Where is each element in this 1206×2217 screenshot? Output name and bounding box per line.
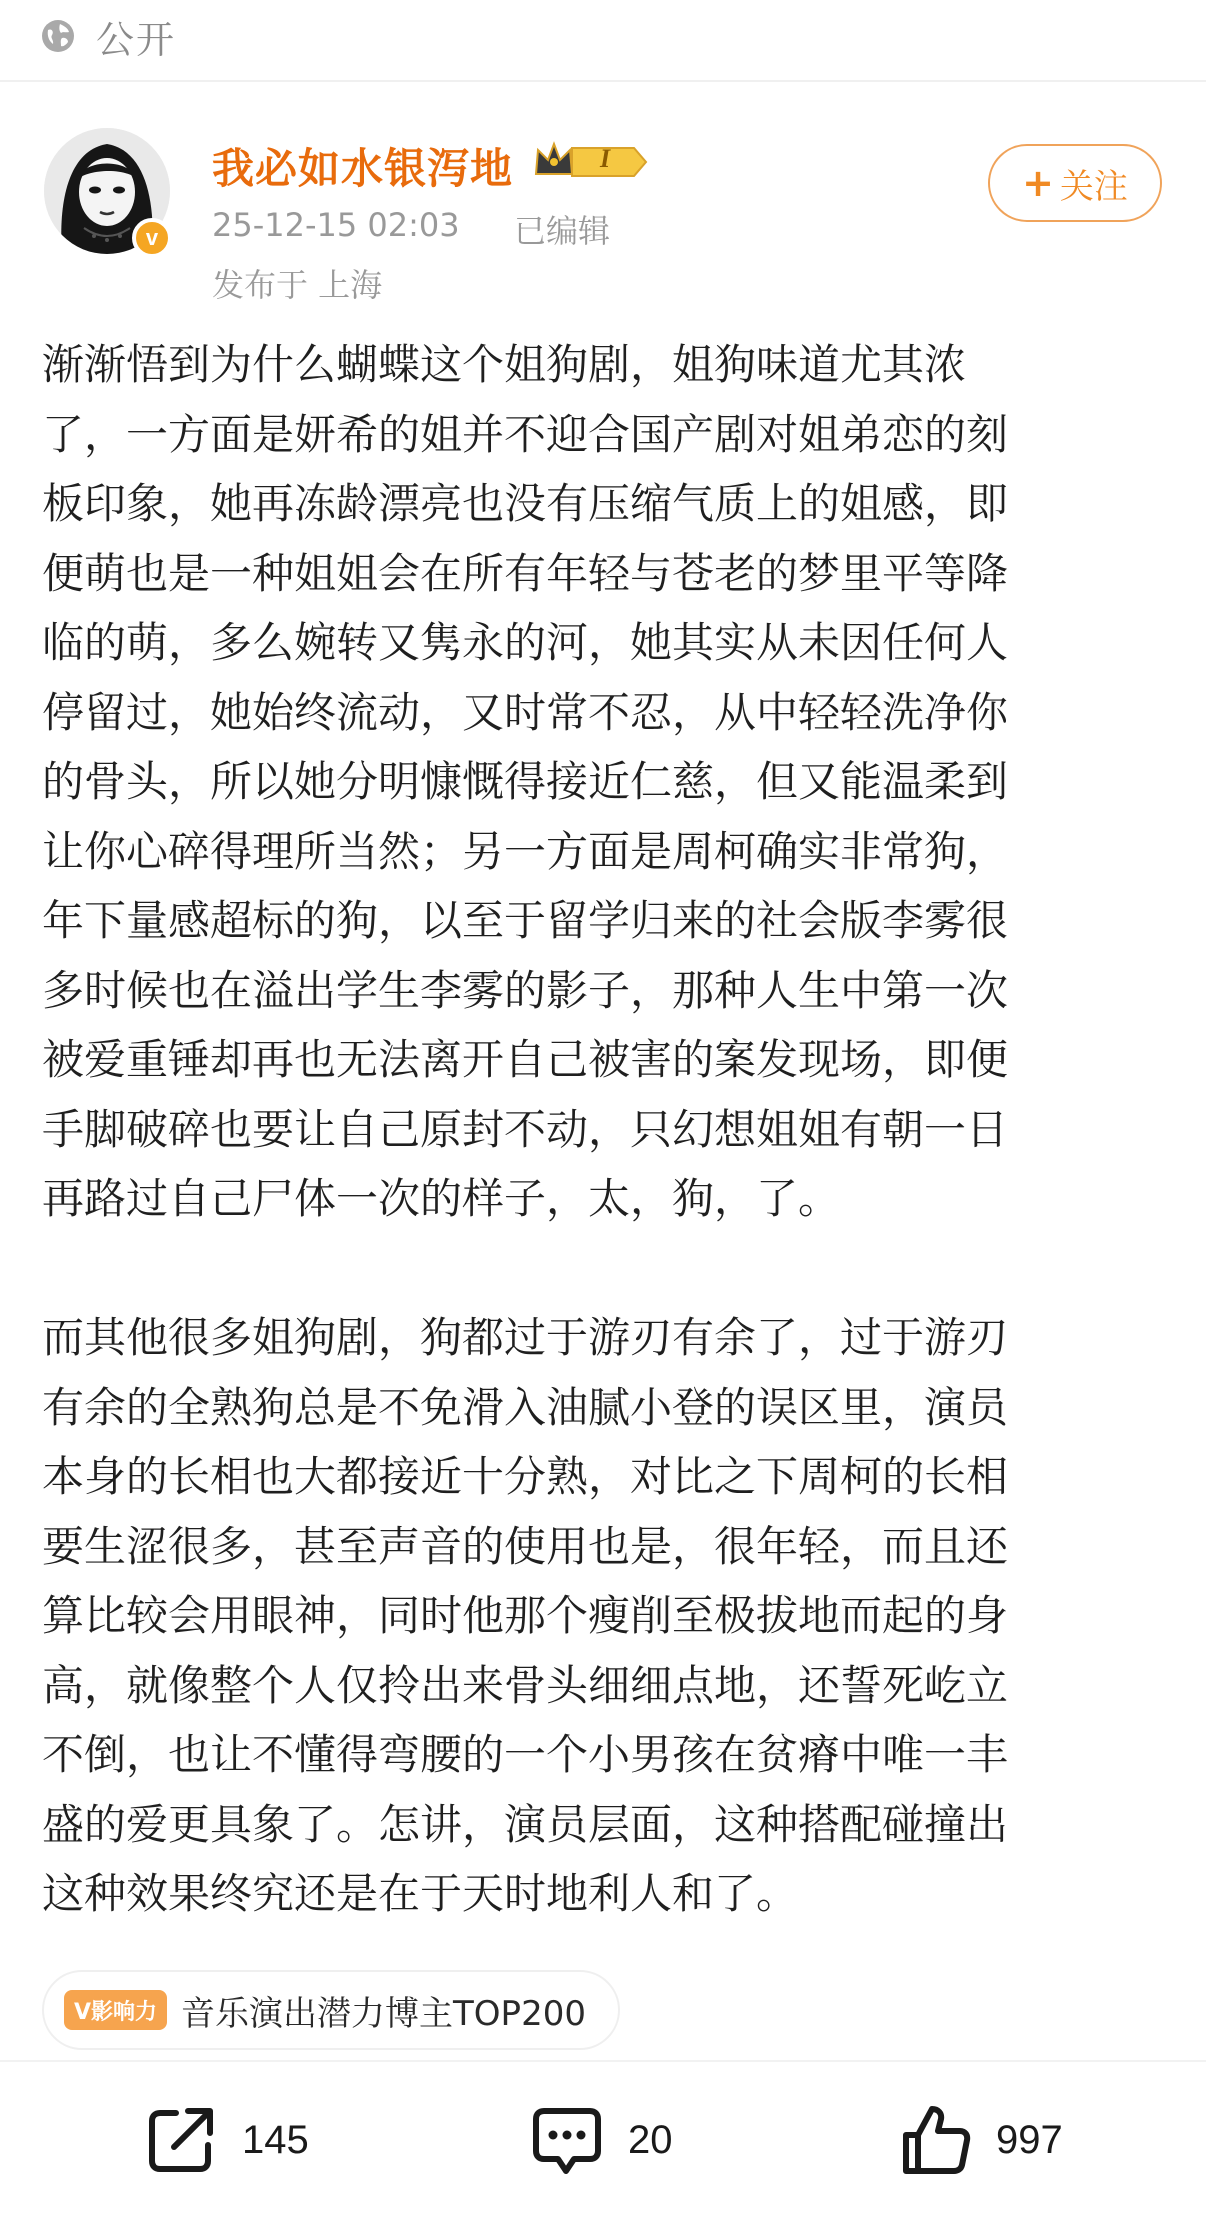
influence-tag-text: 音乐演出潜力博主TOP200 xyxy=(181,1993,586,2034)
text-line: 年下量感超标的狗，以至于留学归来的社会版李雾很 xyxy=(42,896,1009,945)
author-name[interactable]: 我必如水银泻地 xyxy=(212,144,514,193)
thumbs-up-icon xyxy=(896,2101,974,2179)
text-line: 算比较会用眼神，同时他那个瘦削至极拔地而起的身 xyxy=(42,1591,1009,1640)
globe-icon xyxy=(40,18,76,54)
text-line: 本身的长相也大都接近十分熟，对比之下周柯的长相 xyxy=(42,1452,1009,1501)
post-location: 发布于 上海 xyxy=(212,266,383,304)
share-icon xyxy=(142,2101,220,2179)
text-line: 多时候也在溢出学生李雾的影子，那种人生中第一次 xyxy=(42,965,1009,1015)
like-button[interactable] xyxy=(896,2090,1063,2190)
plus-icon: + xyxy=(1022,161,1054,205)
divider xyxy=(0,2060,1206,2062)
text-line: 临的萌，多么婉转又隽永的河，她其实从未因任何人 xyxy=(42,618,1009,667)
text-line: 停留过，她始终流动，又时常不忍，从中轻轻洗净你 xyxy=(42,687,1009,737)
share-count: 145 xyxy=(242,2117,309,2162)
follow-label: 关注 xyxy=(1059,166,1128,207)
text-line: 便萌也是一种姐姐会在所有年轻与苍老的梦里平等降 xyxy=(42,548,1009,598)
post-time: 25-12-15 02:03 xyxy=(212,206,460,244)
text-line: 让你心碎得理所当然；另一方面是周柯确实非常狗， xyxy=(42,826,1009,876)
text-line: 这种效果终究还是在于天时地利人和了。 xyxy=(42,1869,799,1918)
text-line: 的骨头，所以她分明慷慨得接近仁慈，但又能温柔到 xyxy=(42,757,1009,806)
visibility-label: 公开 xyxy=(96,17,177,62)
crown-icon xyxy=(534,140,650,184)
post-content xyxy=(42,330,1172,1929)
text-line: 手脚破碎也要让自己原封不动，只幻想姐姐有朝一日 xyxy=(42,1104,1009,1154)
text-line: 而其他很多姐狗剧，狗都过于游刃有余了，过于游刃 xyxy=(42,1313,1009,1362)
verified-badge-icon: v xyxy=(132,218,172,258)
influence-logo: V影响力 xyxy=(64,1990,167,2030)
comment-icon xyxy=(528,2101,606,2179)
like-count: 997 xyxy=(996,2117,1063,2162)
share-button[interactable] xyxy=(142,2090,309,2190)
text-line: 高，就像整个人仅拎出来骨头细细点地，还誓死屹立 xyxy=(42,1660,1009,1710)
follow-button[interactable] xyxy=(988,144,1162,222)
edited-label[interactable]: 已编辑 xyxy=(514,212,611,250)
text-line: 板印象，她再冻龄漂亮也没有压缩气质上的姐感，即 xyxy=(42,479,1009,528)
comment-button[interactable] xyxy=(528,2090,673,2190)
text-line: 了，一方面是妍希的姐并不迎合国产剧对姐弟恋的刻 xyxy=(42,409,1009,459)
text-line: 再路过自己尸体一次的样子，太，狗，了。 xyxy=(42,1174,841,1223)
text-line: 不倒，也让不懂得弯腰的一个小男孩在贫瘠中唯一丰 xyxy=(42,1730,1009,1779)
text-line: 盛的爱更具象了。怎讲，演员层面，这种搭配碰撞出 xyxy=(42,1799,1009,1849)
divider xyxy=(0,80,1206,82)
text-line: 被爱重锤却再也无法离开自己被害的案发现场，即便 xyxy=(42,1035,1009,1084)
influence-tag[interactable] xyxy=(42,1970,620,2050)
level-text: I xyxy=(600,144,611,173)
text-line: 要生涩很多，甚至声音的使用也是，很年轻，而且还 xyxy=(42,1521,1009,1571)
paragraph-2 xyxy=(42,1303,1172,1929)
text-line: 渐渐悟到为什么蝴蝶这个姐狗剧，姐狗味道尤其浓 xyxy=(42,340,967,389)
member-level-badge[interactable] xyxy=(534,140,650,184)
action-bar xyxy=(0,2090,1206,2190)
visibility-bar xyxy=(0,0,1206,72)
text-line: 有余的全熟狗总是不免滑入油腻小登的误区里，演员 xyxy=(42,1382,1009,1432)
paragraph-1 xyxy=(42,330,1172,1234)
comment-count: 20 xyxy=(628,2117,673,2162)
